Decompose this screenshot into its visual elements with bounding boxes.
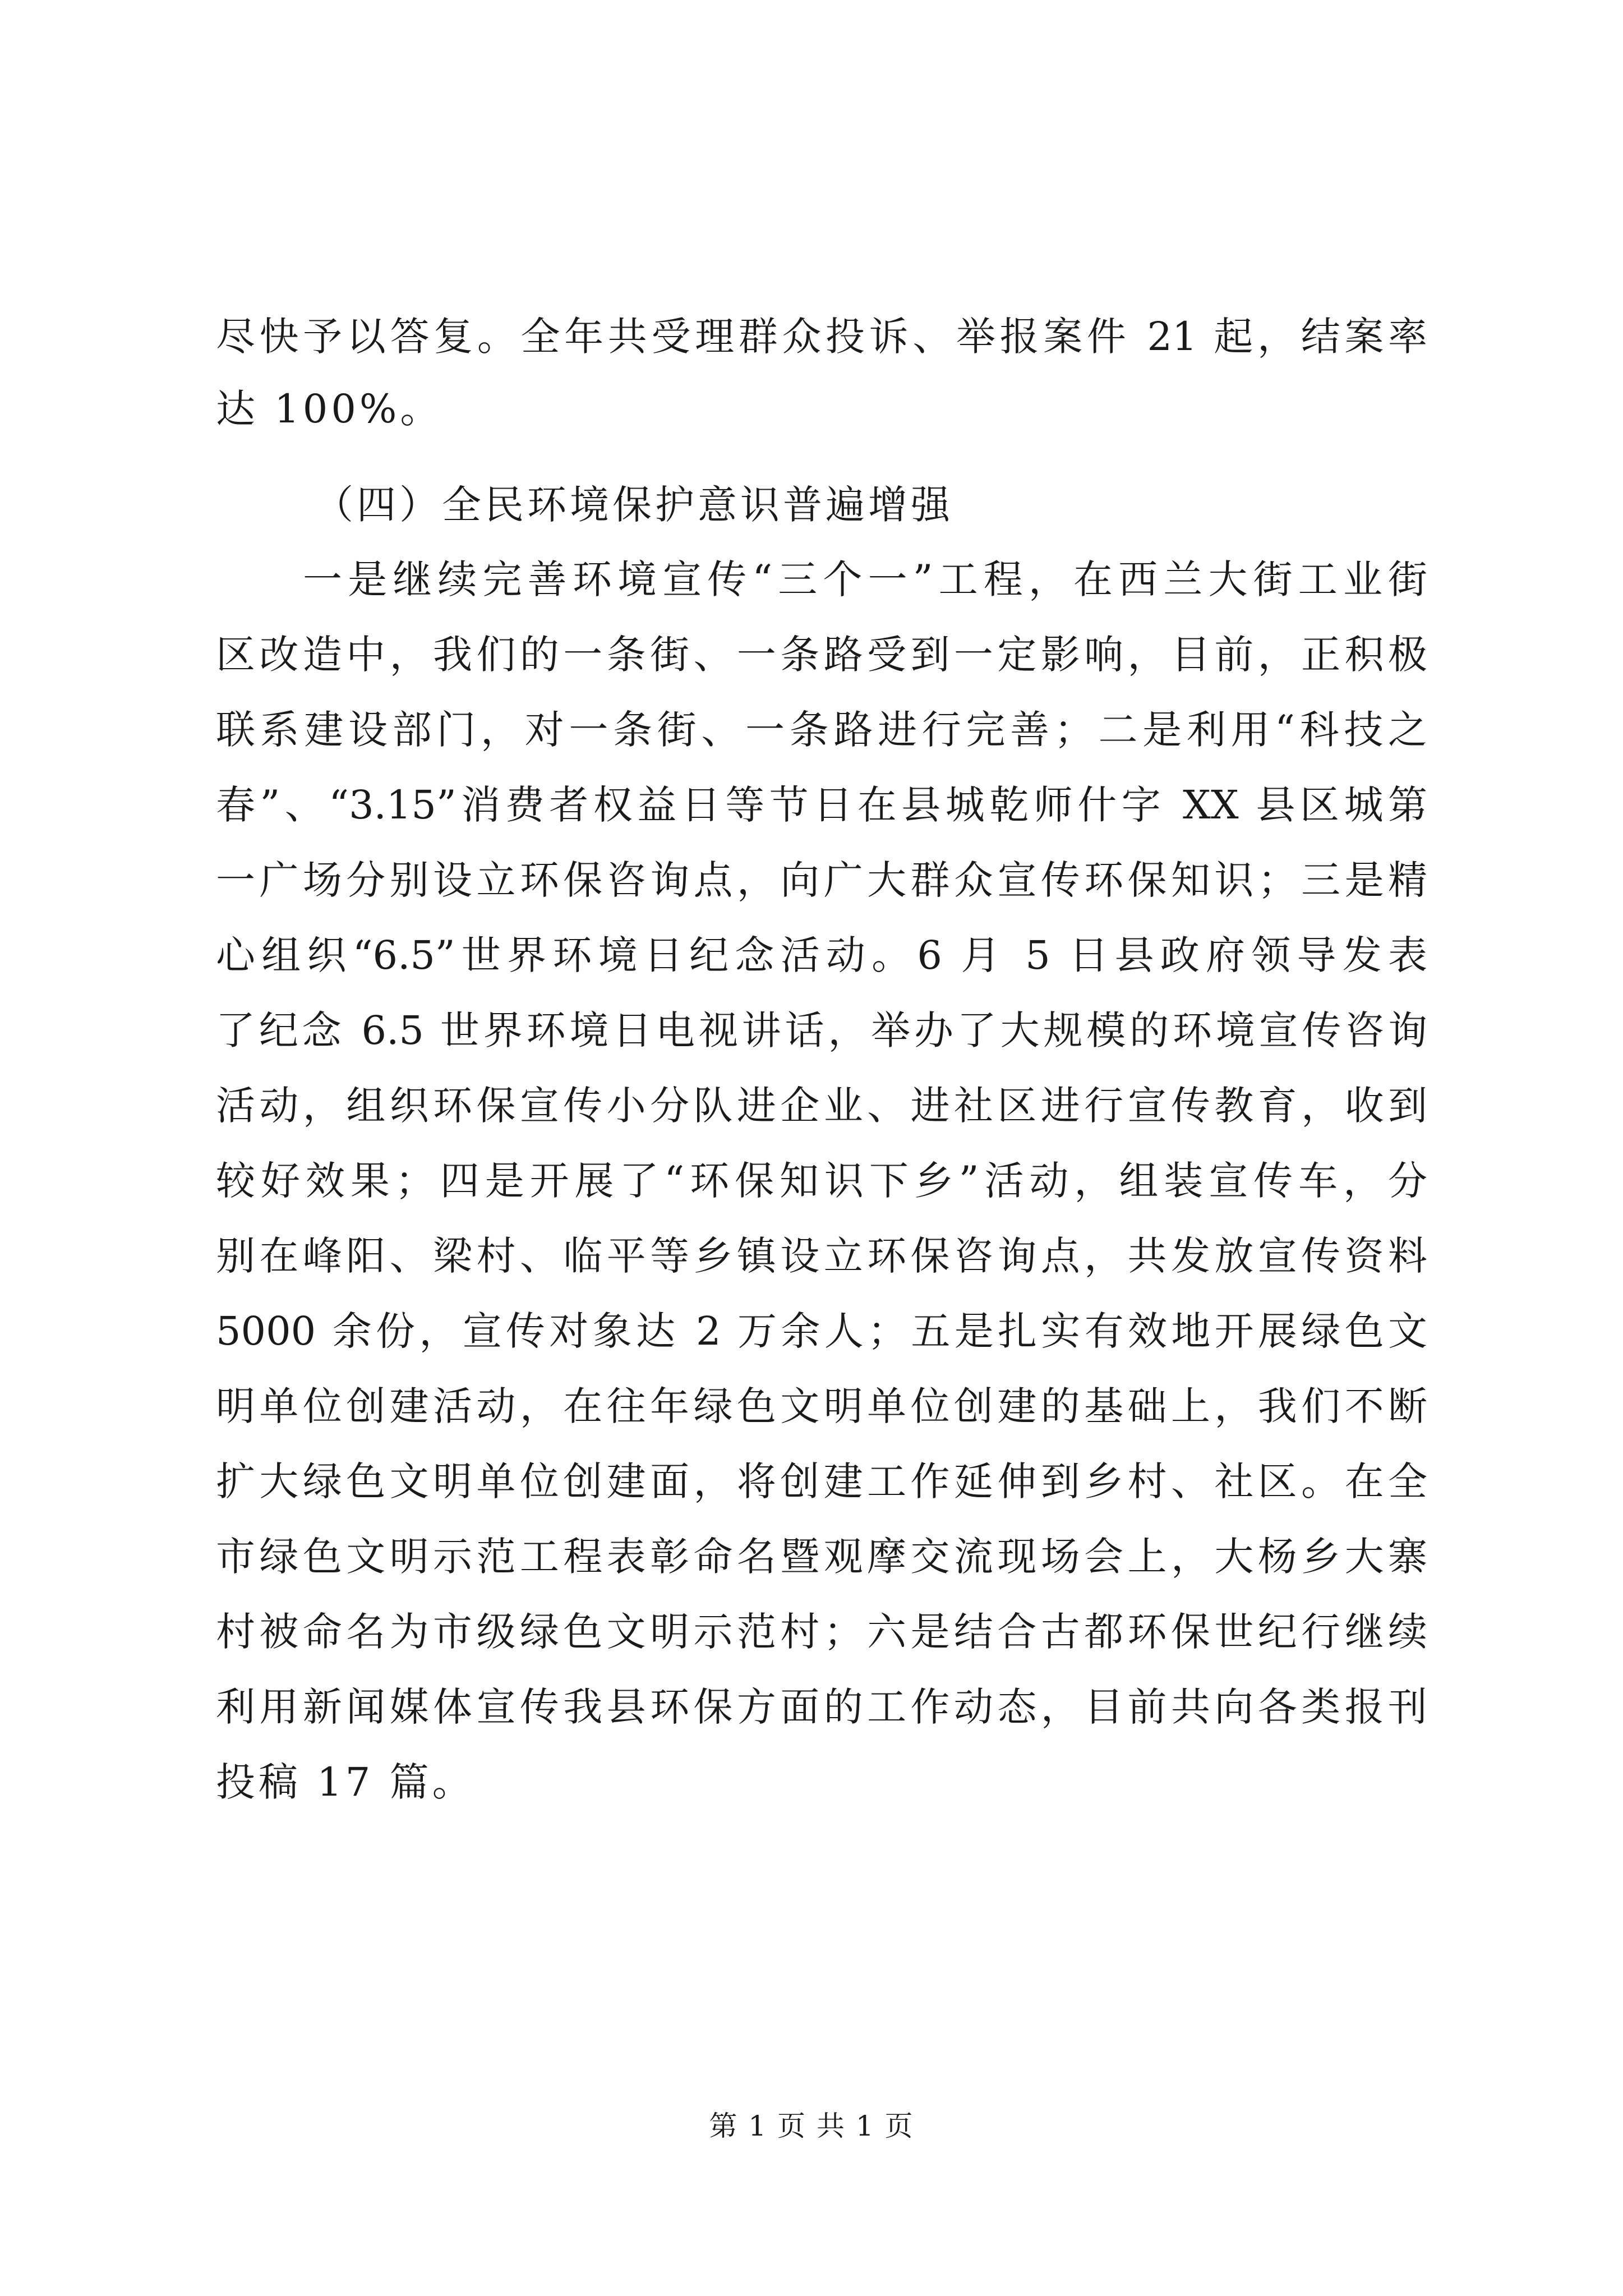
body-text-line: 市绿色文明示范工程表彰命名暨观摩交流现场会上，大杨乡大寨: [216, 1534, 1427, 1580]
body-text-line: 心组织“6.5”世界环境日纪念活动。6 月 5 日县政府领导发表: [216, 932, 1427, 978]
body-text-line: 春”、“3.15”消费者权益日等节日在县城乾师什字 XX 县区城第: [216, 782, 1427, 828]
body-text-line: 达 100%。: [216, 386, 443, 432]
body-text-line: 了纪念 6.5 世界环境日电视讲话，举办了大规模的环境宣传咨询: [216, 1007, 1427, 1053]
body-text-line: 别在峰阳、梁村、临平等乡镇设立环保咨询点，共发放宣传资料: [216, 1233, 1427, 1279]
body-text-line: 活动，组织环保宣传小分队进企业、进社区进行宣传教育，收到: [216, 1083, 1427, 1129]
body-text-line: 投稿 17 篇。: [216, 1759, 475, 1805]
body-text-line: 一是继续完善环境宣传“三个一”工程，在西兰大街工业街: [303, 556, 1427, 602]
body-text-line: 利用新闻媒体宣传我县环保方面的工作动态，目前共向各类报刊: [216, 1684, 1427, 1730]
body-text-line: 一广场分别设立环保咨询点，向广大群众宣传环保知识；三是精: [216, 857, 1427, 903]
body-text-line: 村被命名为市级绿色文明示范村；六是结合古都环保世纪行继续: [216, 1609, 1427, 1655]
body-text-line: 联系建设部门，对一条街、一条路进行完善；二是利用“科技之: [216, 707, 1427, 753]
body-text-line: 5000 余份，宣传对象达 2 万余人；五是扎实有效地开展绿色文: [216, 1308, 1427, 1354]
section-heading: （四）全民环境保护意识普遍增强: [314, 482, 953, 528]
body-text-line: 明单位创建活动，在往年绿色文明单位创建的基础上，我们不断: [216, 1383, 1427, 1429]
body-text-line: 区改造中，我们的一条街、一条路受到一定影响，目前，正积极: [216, 632, 1427, 678]
page-footer: 第 1 页 共 1 页: [709, 2110, 914, 2142]
body-text-line: 较好效果；四是开展了“环保知识下乡”活动，组装宣传车，分: [216, 1158, 1427, 1204]
body-text-line: 尽快予以答复。全年共受理群众投诉、举报案件 21 起，结案率: [216, 314, 1427, 360]
body-text-line: 扩大绿色文明单位创建面，将创建工作延伸到乡村、社区。在全: [216, 1458, 1427, 1504]
